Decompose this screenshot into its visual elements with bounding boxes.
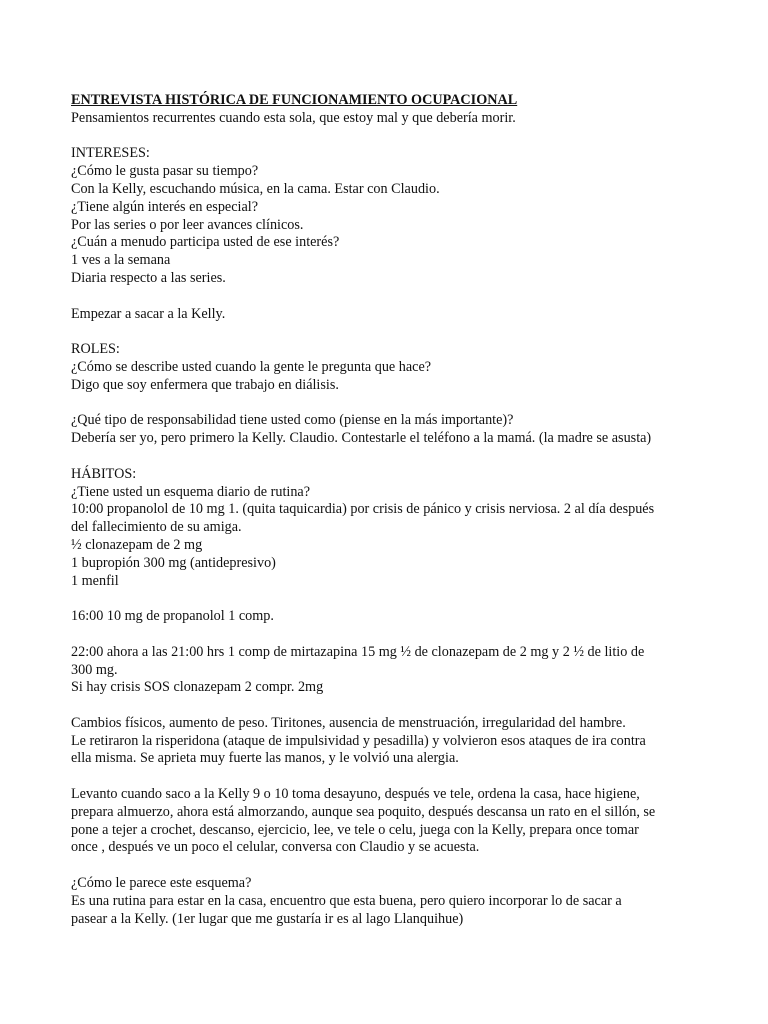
intereses-line: Con la Kelly, escuchando música, en la cama. Estar con Claudio. xyxy=(71,180,440,197)
document-page xyxy=(71,92,701,928)
habitos-2200-line: 300 mg. xyxy=(71,661,118,678)
roles-line: ¿Cómo se describe usted cuando la gente le pregunta que hace? xyxy=(71,358,432,375)
intereses-heading: INTERESES: xyxy=(71,145,150,162)
habitos-2200-line: 22:00 ahora a las 21:00 hrs 1 comp de mirtazapina 15 mg ½ de clonazepam de 2 mg y 2 ½ de litio de xyxy=(71,643,645,660)
document-title: ENTREVISTA HISTÓRICA DE FUNCIONAMIENTO OCUPACIONAL xyxy=(71,92,518,108)
rutina-line: prepara almuerzo, ahora está almorzando, aunque sea poquito, después descansa un rato en el sillón, se xyxy=(71,803,656,820)
esquema-line: Es una rutina para estar en la casa, encuentro que esta buena, pero quiero incorporar lo de sacar a xyxy=(71,892,622,909)
cambios-line: Le retiraron la risperidona (ataque de impulsividad y pesadilla) y volvieron esos ataques de ira contra xyxy=(71,732,646,749)
cambios-line: Cambios físicos, aumento de peso. Tiritones, ausencia de menstruación, irregularidad del hambre. xyxy=(71,714,626,731)
roles-line: Digo que soy enfermera que trabajo en diálisis. xyxy=(71,376,339,393)
spacer xyxy=(71,590,701,608)
intro-text: Pensamientos recurrentes cuando esta sola, que estoy mal y que debería morir. xyxy=(71,109,516,126)
habitos-line: ¿Tiene usted un esquema diario de rutina? xyxy=(71,483,311,500)
spacer xyxy=(71,128,701,146)
spacer xyxy=(71,395,701,413)
spacer xyxy=(71,626,701,644)
esquema-line: pasear a la Kelly. (1er lugar que me gustaría ir es al lago Llanquihue) xyxy=(71,910,464,927)
habitos-line: del fallecimiento de su amiga. xyxy=(71,519,242,536)
spacer xyxy=(71,768,701,786)
spacer xyxy=(71,288,701,306)
habitos-line: 1 menfil xyxy=(71,572,119,589)
spacer xyxy=(71,323,701,341)
habitos-heading: HÁBITOS: xyxy=(71,465,137,482)
roles-line: ¿Qué tipo de responsabilidad tiene usted como (piense en la más importante)? xyxy=(71,412,514,429)
intereses-line: Por las series o por leer avances clínicos. xyxy=(71,216,304,233)
rutina-line: pone a tejer a crochet, descanso, ejercicio, lee, ve tele o celu, juega con la Kelly, prepara once tomar xyxy=(71,821,639,838)
habitos-1600-line: 16:00 10 mg de propanolol 1 comp. xyxy=(71,608,274,625)
intereses-line: ¿Cuán a menudo participa usted de ese interés? xyxy=(71,234,340,251)
rutina-line: Levanto cuando saco a la Kelly 9 o 10 toma desayuno, después ve tele, ordena la casa, hace higiene, xyxy=(71,786,640,803)
intereses-line: ¿Cómo le gusta pasar su tiempo? xyxy=(71,163,259,180)
habitos-2200-line: Si hay crisis SOS clonazepam 2 compr. 2mg xyxy=(71,679,324,696)
spacer xyxy=(71,697,701,715)
intereses-line: ¿Tiene algún interés en especial? xyxy=(71,198,258,215)
spacer xyxy=(71,857,701,875)
roles-line: Debería ser yo, pero primero la Kelly. Claudio. Contestarle el teléfono a la mamá. (la madre se asusta) xyxy=(71,430,652,447)
habitos-line: 1 bupropión 300 mg (antidepresivo) xyxy=(71,554,276,571)
intereses-line: Diaria respecto a las series. xyxy=(71,269,226,286)
habitos-line: ½ clonazepam de 2 mg xyxy=(71,536,203,553)
cambios-line: ella misma. Se aprieta muy fuerte las manos, y le volvió una alergia. xyxy=(71,750,459,767)
rutina-line: once , después ve un poco el celular, conversa con Claudio y se acuesta. xyxy=(71,839,480,856)
spacer xyxy=(71,448,701,466)
roles-heading: ROLES: xyxy=(71,341,120,358)
intereses-line: 1 ves a la semana xyxy=(71,252,171,269)
esquema-line: ¿Cómo le parece este esquema? xyxy=(71,875,252,892)
intereses-note: Empezar a sacar a la Kelly. xyxy=(71,305,226,322)
habitos-line: 10:00 propanolol de 10 mg 1. (quita taquicardia) por crisis de pánico y crisis nerviosa. 2 al día después xyxy=(71,501,655,518)
